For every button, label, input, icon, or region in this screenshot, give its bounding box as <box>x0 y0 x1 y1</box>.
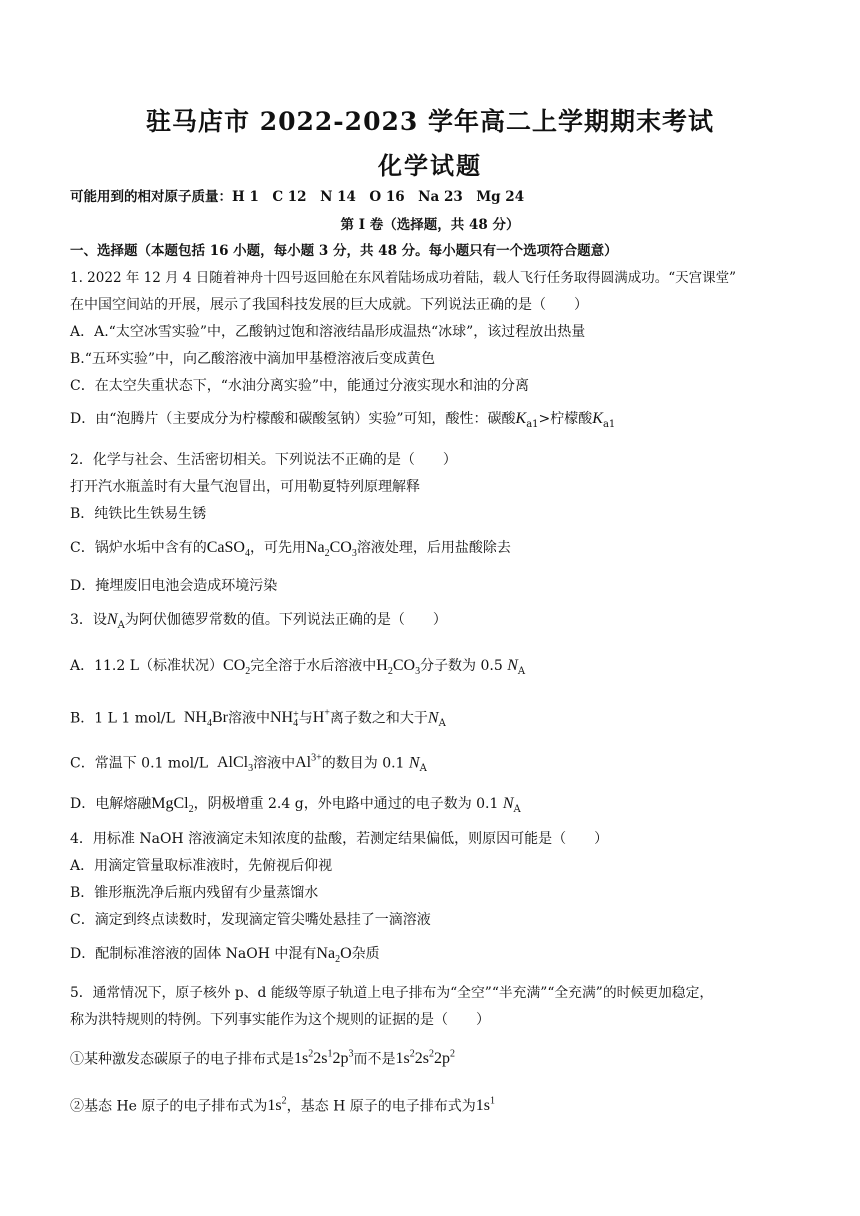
q3-option-a: A．11.2 L（标准状况）$CO_2$完全溶于水后溶液中$H_2CO_3$分子数为 0.5 $N_A$ <box>70 657 526 678</box>
q2-option-c <box>70 539 800 563</box>
q1-option-d <box>70 410 800 434</box>
q5-stem-line1: 5．通常情况下，原子核外 p、d 能级等原子轨道上电子排布为“全空”“半充满”“全充满”的时候更加稳定， <box>70 985 714 1001</box>
q1-stem-line2: 在中国空间站的开展，展示了我国科技发展的巨大成就。下列说法正确的是（ ） <box>70 297 588 313</box>
na-symbol: N <box>106 611 118 628</box>
q2-option-d: D．掩埋废旧电池会造成环境污染 <box>70 578 278 594</box>
ka-subscript: a1 <box>526 418 539 430</box>
na-symbol: N <box>507 657 518 674</box>
config-excited-carbon: $1s^22s^12p^3$ <box>294 1049 354 1068</box>
formula-h2co3: $H_2CO_3$ <box>376 657 421 678</box>
q4-stem: 4．用标准 NaOH 溶液滴定未知浓度的盐酸，若测定结果偏低，则原因可能是（ ） <box>70 831 609 847</box>
config-he: $1s^2$ <box>267 1096 287 1115</box>
formula-caso4: CaSO$_4$ <box>206 539 250 560</box>
na-symbol: N <box>427 709 439 727</box>
q4-option-c: C．滴定到终点读数时，发现滴定管尖嘴处悬挂了一滴溶液 <box>70 912 431 928</box>
q1-stem-line1: 1. 2022 年 12 月 4 日随着神舟十四号返回舱在东风着陆场成功着陆，载人飞行任务取得圆满成功。“天宫课堂” <box>70 270 737 286</box>
q5-item-1: ①某种激发态碳原子的电子排布式是$1s^22s^12p^3$而不是$1s^22s^22p^2$ <box>70 1049 455 1068</box>
formula-nh4br: $NH_4Br$ <box>183 709 228 730</box>
q3-option-d: D．电解熔融MgCl$_2$，阴极增重 2.4 g，外电路中通过的电子数为 0.1 $N_A$ <box>70 795 521 816</box>
q1-option-c: C．在太空失重状态下，“水油分离实验”中，能通过分液实现水和油的分离 <box>70 378 530 394</box>
q3-option-b: B．1 L 1 mol/L $NH_4Br$溶液中NH + 4 与H+离子数之和大于$N_A$ <box>70 708 446 730</box>
q5-stem-line2: 称为洪特规则的特例。下列事实能作为这个规则的证据的是（ ） <box>70 1012 490 1028</box>
q4-option-d: D．配制标准溶液的固体 NaOH 中混有$Na_2O$杂质 <box>70 945 380 966</box>
formula-na2o: $Na_2O$ <box>316 945 352 966</box>
q2-c-text-post: 溶液处理，后用盐酸除去 <box>356 540 511 556</box>
exam-subtitle: 化学试题 <box>378 151 482 180</box>
formula-nh4-ion: NH + 4 <box>269 708 299 729</box>
part-title: 第 I 卷（选择题，共 48 分） <box>340 217 520 233</box>
atomic-masses: 可能用到的相对原子质量：H 1 C 12 N 14 O 16 Na 23 Mg 24 <box>70 189 525 205</box>
q2-c-text-mid: ，可先用 <box>249 540 306 556</box>
formula-mgcl2: MgCl$_2$ <box>151 795 194 816</box>
na-symbol: N <box>502 795 514 812</box>
exam-title: 驻马店市 2022-2023 学年高二上学期期末考试 <box>146 107 714 136</box>
q1-option-b: B.“五环实验”中，向乙酸溶液中滴加甲基橙溶液后变成黄色 <box>70 351 436 367</box>
q1-option-a: A．A.“太空冰雪实验”中，乙酸钠过饱和溶液结晶形成温热“冰球”，该过程放出热量 <box>70 324 586 340</box>
q3-stem: 3．设$N_A$为阿伏伽德罗常数的值。下列说法正确的是（ ） <box>70 611 447 631</box>
q3-option-c: C．常温下 0.1 mol/L AlCl$_3$溶液中$Al^{3+}$的数目为 0.1 $N_A$ <box>70 753 427 775</box>
formula-alcl3: AlCl$_3$ <box>216 754 254 775</box>
formula-al-ion: $Al^{3+}$ <box>295 753 322 772</box>
q2-option-a: 打开汽水瓶盖时有大量气泡冒出，可用勒夏特列原理解释 <box>70 479 420 495</box>
q4-option-a: A．用滴定管量取标准液时，先俯视后仰视 <box>70 858 333 874</box>
q1-d-text: D．由“泡腾片（主要成分为柠檬酸和碳酸氢钠）实验”可知，酸性：碳酸 <box>70 411 516 427</box>
q2-option-b: B．纯铁比生铁易生锈 <box>70 506 207 522</box>
q4-option-b: B．锥形瓶洗净后瓶内残留有少量蒸馏水 <box>70 885 319 901</box>
na-symbol: N <box>408 754 420 772</box>
formula-na2co3: $Na_2CO_3$ <box>305 539 357 560</box>
q1-d-compare: >柠檬酸 <box>538 411 593 427</box>
formula-h-ion: H+ <box>312 708 330 727</box>
formula-co2: $CO_2$ <box>223 657 251 678</box>
section-title: 一、选择题（本题包括 16 小题，每小题 3 分，共 48 分。每小题只有一个选项符合题意） <box>70 243 618 259</box>
ka-symbol: K <box>515 410 527 427</box>
config-ground-carbon: $1s^22s^22p^2$ <box>395 1049 455 1068</box>
ka-symbol: K <box>592 410 603 427</box>
q2-c-text: C．锅炉水垢中含有的 <box>70 540 207 556</box>
ka-subscript: a1 <box>602 418 616 430</box>
q5-item-2: ②基态 He 原子的电子排布式为$1s^2$，基态 H 原子的电子排布式为$1s^1$ <box>70 1096 495 1115</box>
q2-stem: 2．化学与社会、生活密切相关。下列说法不正确的是（ ） <box>70 452 457 468</box>
config-h: $1s^1$ <box>475 1096 495 1115</box>
